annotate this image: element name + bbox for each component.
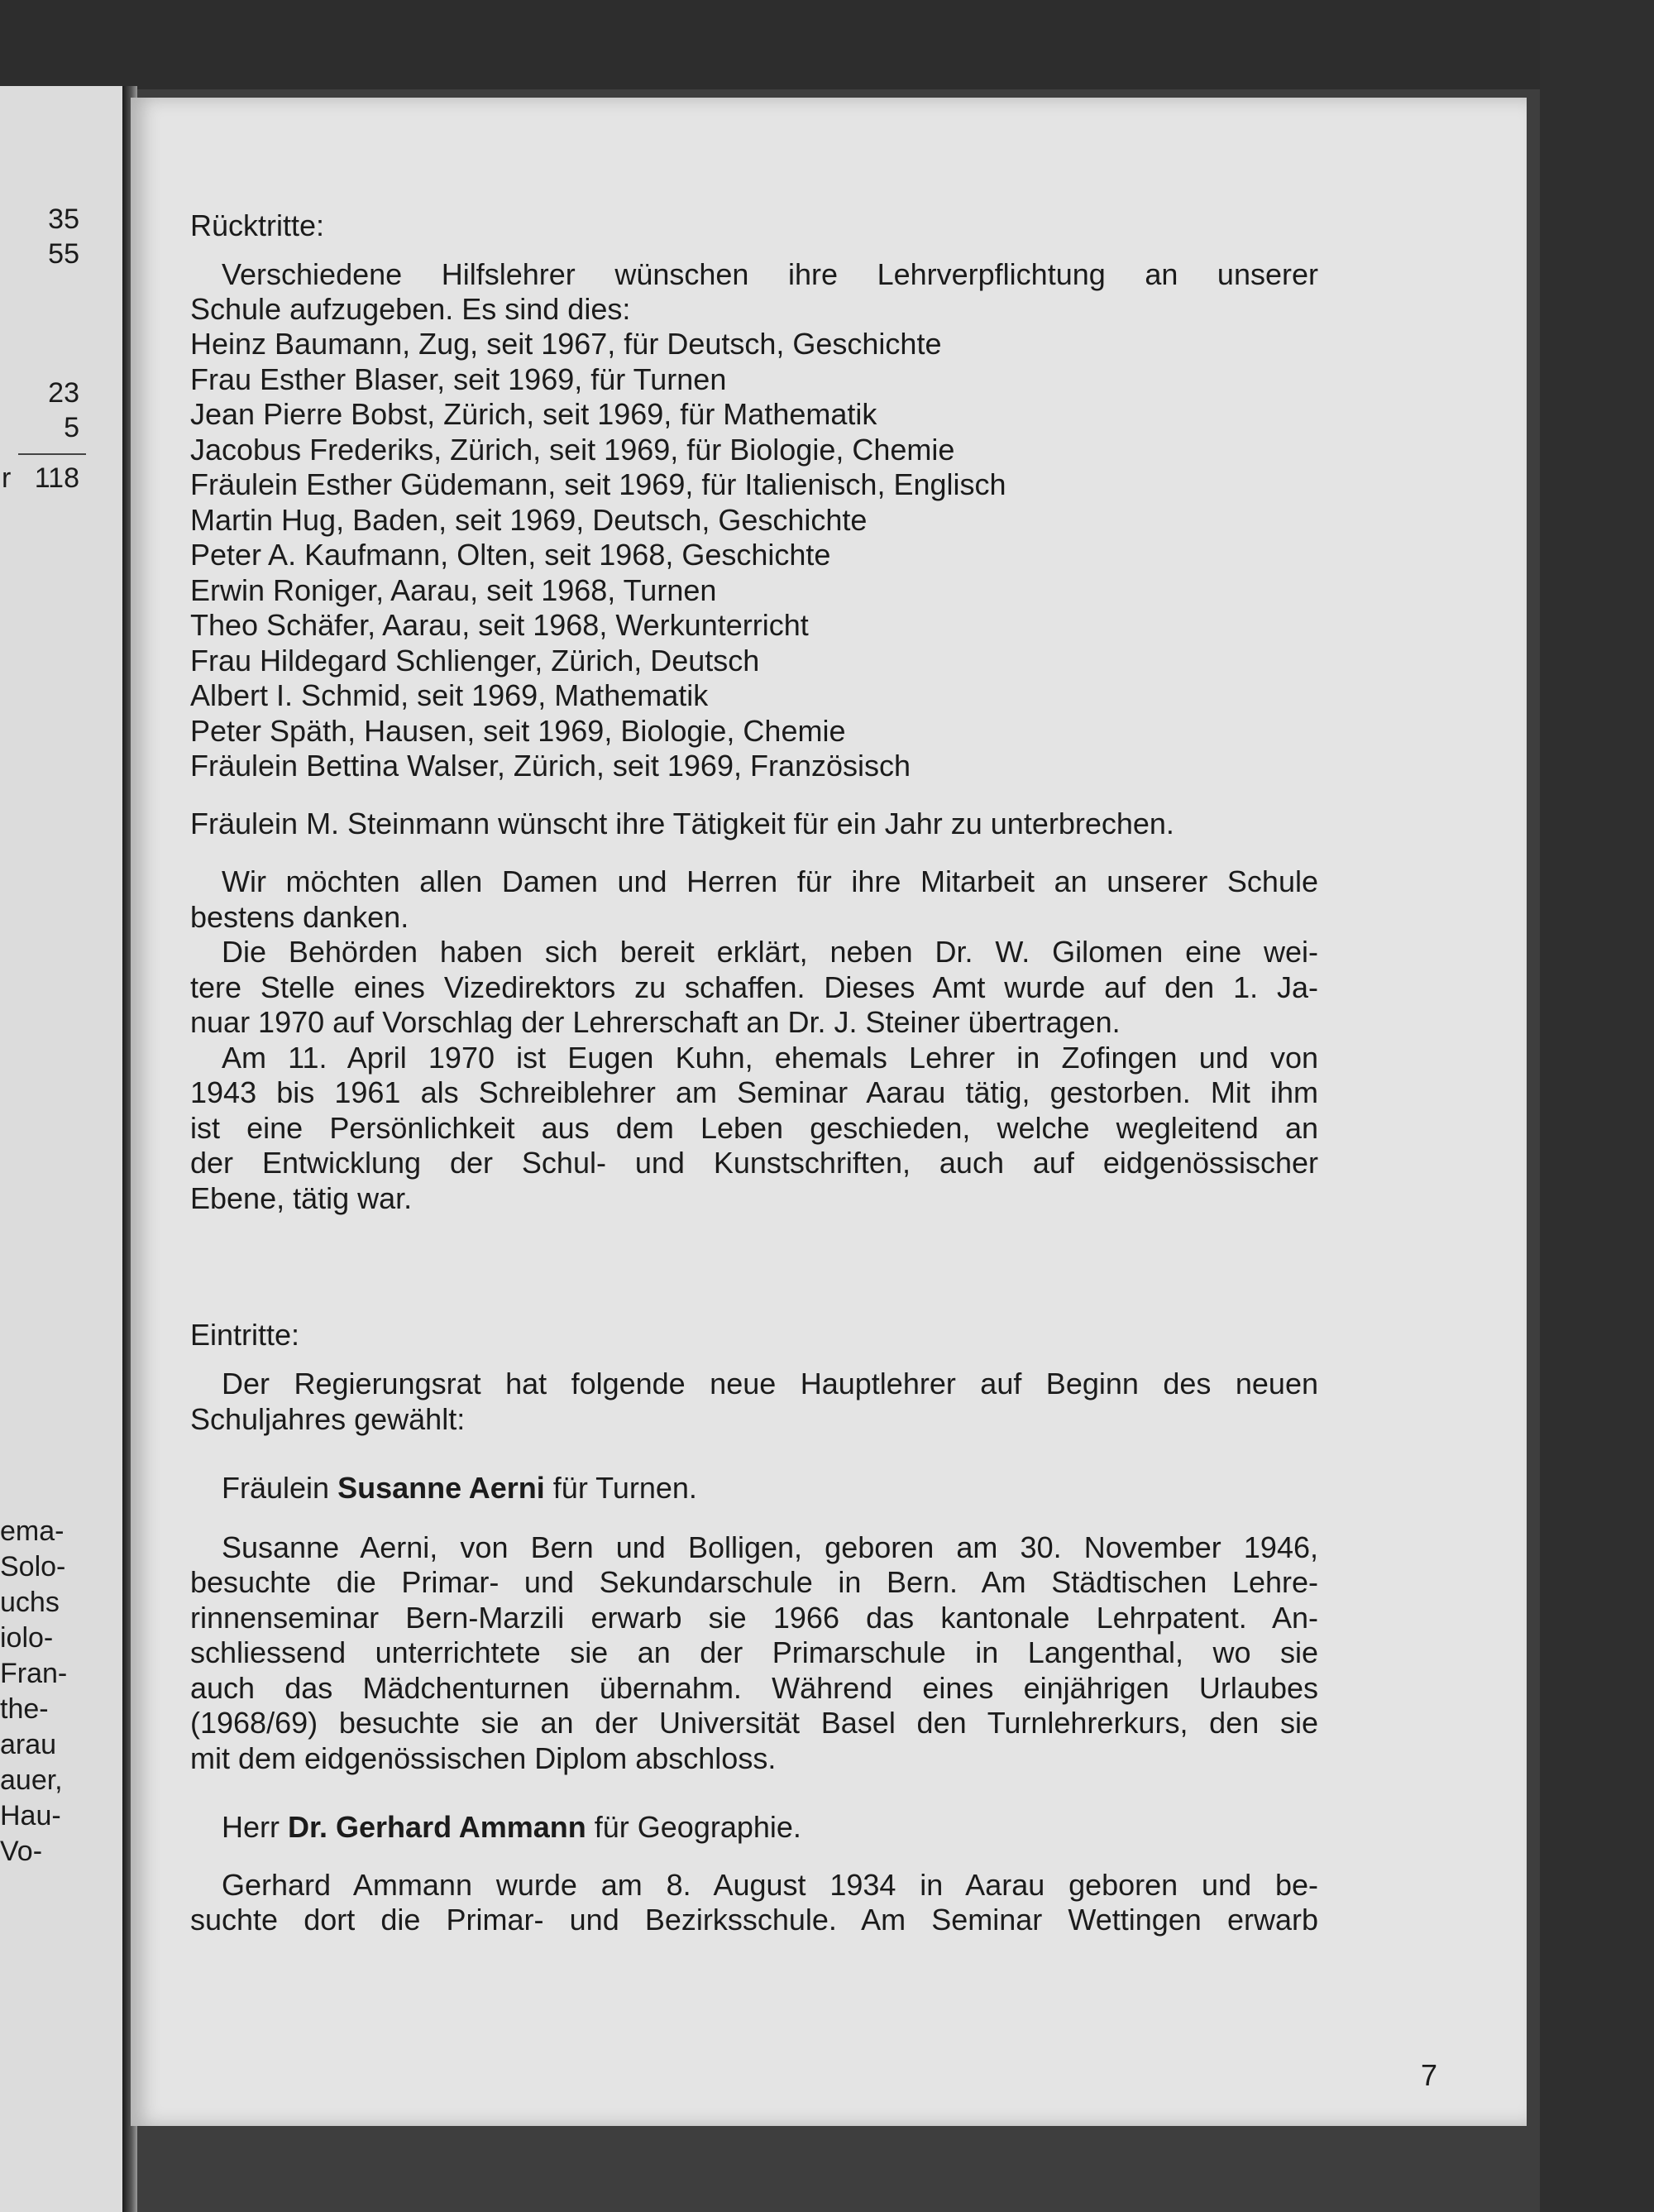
left-fragment: Hau-	[0, 1800, 61, 1831]
list-item: Frau Hildegard Schlienger, Zürich, Deutsch	[190, 644, 760, 677]
paragraph-line: bestens danken.	[190, 900, 409, 934]
paragraph-line: Schuljahres gewählt:	[190, 1402, 466, 1436]
list-item: Peter A. Kaufmann, Olten, seit 1968, Geschichte	[190, 538, 831, 572]
list-item: Albert I. Schmid, seit 1969, Mathematik	[190, 678, 709, 712]
scan-background-right	[1540, 0, 1654, 2212]
appointment-aerni	[222, 1471, 697, 1506]
paragraph-line: besuchte die Primar- und Sekundarschule in Bern. Am Städtischen Lehre-	[190, 1565, 1318, 1599]
list-item: Jean Pierre Bobst, Zürich, seit 1969, für Mathematik	[190, 397, 877, 431]
left-fragment: the-	[0, 1693, 49, 1725]
left-fragment: uchs	[0, 1587, 60, 1618]
list-item: Erwin Roniger, Aarau, seit 1968, Turnen	[190, 573, 717, 607]
paragraph-line: auch das Mädchenturnen übernahm. Während eines einjährigen Urlaubes	[190, 1671, 1318, 1705]
list-item: Fräulein Esther Güdemann, seit 1969, für Italienisch, Englisch	[190, 467, 1006, 501]
paragraph-line: Der Regierungsrat hat folgende neue Hauptlehrer auf Beginn des neuen	[222, 1367, 1318, 1400]
paragraph-line: Verschiedene Hilfslehrer wünschen ihre Lehrverpflichtung an unserer	[222, 257, 1318, 291]
paragraph-line: Fräulein M. Steinmann wünscht ihre Tätigkeit für ein Jahr zu unterbrechen.	[190, 807, 1174, 840]
left-number: 5	[64, 412, 79, 443]
list-item: Heinz Baumann, Zug, seit 1967, für Deutsch, Geschichte	[190, 327, 942, 361]
left-number: 118	[34, 462, 79, 494]
paragraph-line: der Entwicklung der Schul- und Kunstschriften, auch auf eidgenössischer	[190, 1146, 1318, 1180]
left-row-prefix: r	[2, 462, 12, 494]
paragraph-line: (1968/69) besuchte sie an der Universität Basel den Turnlehrerkurs, den sie	[190, 1706, 1318, 1740]
left-fragment: auer,	[0, 1764, 63, 1796]
paragraph-line: Die Behörden haben sich bereit erklärt, neben Dr. W. Gilomen eine wei-	[222, 935, 1318, 969]
left-number: 55	[48, 238, 79, 270]
left-fragment: iolo-	[0, 1622, 54, 1654]
appointment-title: Herr	[222, 1810, 288, 1844]
left-sum-rule	[18, 453, 86, 455]
left-fragment: Vo-	[0, 1836, 43, 1867]
paragraph-line: ist eine Persönlichkeit aus dem Leben geschieden, welche wegleitend an	[190, 1111, 1318, 1145]
appointment-subject: für Geographie.	[586, 1810, 801, 1844]
left-number: 23	[48, 377, 79, 409]
paragraph-line: suchte dort die Primar- und Bezirksschule. Am Seminar Wettingen erwarb	[190, 1903, 1318, 1937]
page-number: 7	[1421, 2058, 1438, 2092]
paragraph-line: tere Stelle eines Vizedirektors zu schaffen. Dieses Amt wurde auf den 1. Ja-	[190, 970, 1318, 1004]
paragraph-line: rinnenseminar Bern-Marzili erwarb sie 1966 das kantonale Lehrpatent. An-	[190, 1601, 1318, 1635]
paragraph-line: mit dem eidgenössischen Diplom abschloss.	[190, 1741, 777, 1775]
paragraph-line: schliessend unterrichtete sie an der Primarschule in Langenthal, wo sie	[190, 1635, 1318, 1669]
left-fragment: ema-	[0, 1515, 65, 1547]
paragraph-line: Susanne Aerni, von Bern und Bolligen, geboren am 30. November 1946,	[222, 1530, 1318, 1564]
left-page-edge	[0, 86, 124, 2212]
paragraph-line: Schule aufzugeben. Es sind dies:	[190, 292, 631, 326]
left-fragment: Fran-	[0, 1658, 68, 1689]
section-heading-resignations: Rücktritte:	[190, 208, 325, 242]
appointment-ammann	[222, 1810, 801, 1846]
list-item: Martin Hug, Baden, seit 1969, Deutsch, Geschichte	[190, 503, 868, 537]
left-number: 35	[48, 203, 79, 235]
paragraph-line: Gerhard Ammann wurde am 8. August 1934 in Aarau geboren und be-	[222, 1868, 1318, 1902]
appointment-subject: für Turnen.	[544, 1471, 697, 1505]
paragraph-line: 1943 bis 1961 als Schreiblehrer am Seminar Aarau tätig, gestorben. Mit ihm	[190, 1075, 1318, 1109]
paragraph-line: Wir möchten allen Damen und Herren für ihre Mitarbeit an unserer Schule	[222, 864, 1318, 898]
list-item: Frau Esther Blaser, seit 1969, für Turnen	[190, 362, 727, 396]
appointee-name: Susanne Aerni	[337, 1471, 545, 1505]
paragraph-line: nuar 1970 auf Vorschlag der Lehrerschaft an Dr. J. Steiner übertragen.	[190, 1005, 1121, 1039]
list-item: Jacobus Frederiks, Zürich, seit 1969, für Biologie, Chemie	[190, 433, 955, 467]
right-page	[131, 98, 1527, 2126]
appointee-name: Dr. Gerhard Ammann	[288, 1810, 586, 1844]
left-fragment: arau	[0, 1729, 57, 1760]
appointment-title: Fräulein	[222, 1471, 338, 1505]
section-heading-entries: Eintritte:	[190, 1318, 300, 1352]
list-item: Theo Schäfer, Aarau, seit 1968, Werkunterricht	[190, 608, 809, 642]
left-fragment: Solo-	[0, 1551, 66, 1582]
list-item: Fräulein Bettina Walser, Zürich, seit 1969, Französisch	[190, 749, 911, 783]
paragraph-line: Ebene, tätig war.	[190, 1181, 413, 1215]
scan-background-top	[0, 0, 1654, 89]
list-item: Peter Späth, Hausen, seit 1969, Biologie, Chemie	[190, 714, 846, 748]
paragraph-line: Am 11. April 1970 ist Eugen Kuhn, ehemals Lehrer in Zofingen und von	[222, 1041, 1318, 1075]
